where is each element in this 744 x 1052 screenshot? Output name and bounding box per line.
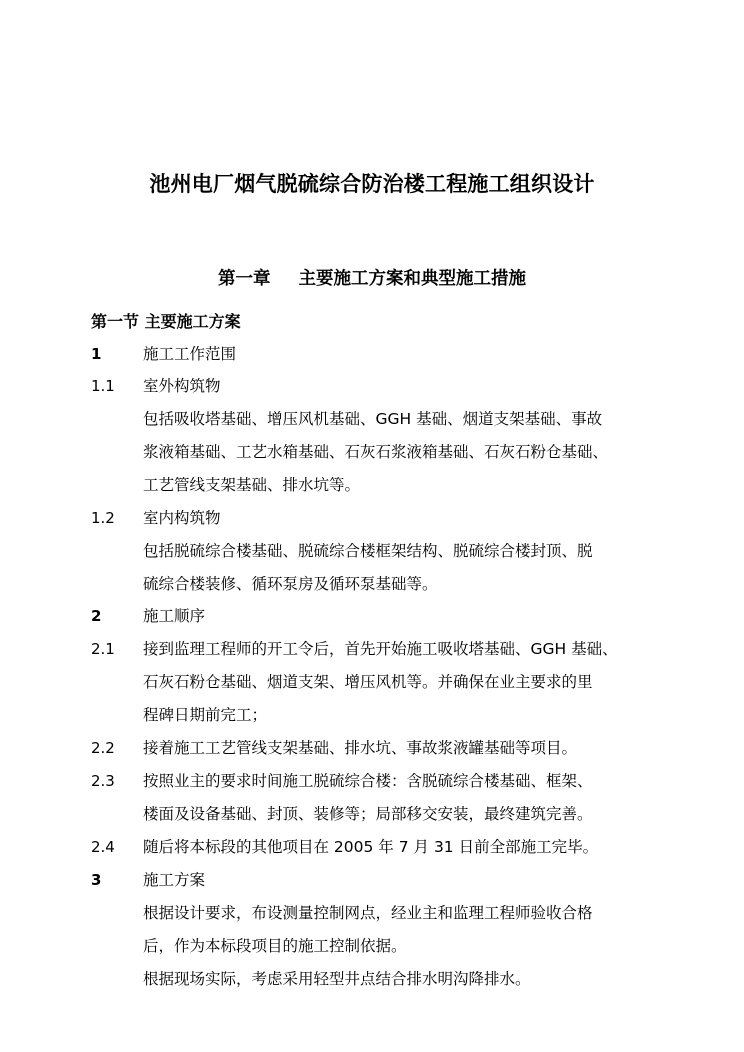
item-number: 2.1 <box>91 640 115 658</box>
item-number: 1.2 <box>91 509 115 527</box>
chapter-heading <box>0 265 744 290</box>
paragraph-line: 包括吸收塔基础、增压风机基础、GGH 基础、烟道支架基础、事故 <box>143 410 603 428</box>
paragraph-line: 接到监理工程师的开工令后，首先开始施工吸收塔基础、GGH 基础、 <box>143 640 618 658</box>
paragraph-line: 硫综合楼装修、循环泵房及循环泵基础等。 <box>143 575 438 593</box>
item-number: 3 <box>91 871 102 889</box>
item-heading: 施工工作范围 <box>143 345 237 363</box>
item-number: 2.4 <box>91 838 115 856</box>
item-number: 2.2 <box>91 739 115 757</box>
paragraph-line: 工艺管线支架基础、排水坑等。 <box>143 476 361 494</box>
paragraph-line: 按照业主的要求时间施工脱硫综合楼：含脱硫综合楼基础、框架、 <box>143 772 593 790</box>
chapter-title: 主要施工方案和典型施工措施 <box>298 269 526 289</box>
item-number: 1.1 <box>91 377 115 395</box>
paragraph-line: 接着施工工艺管线支架基础、排水坑、事故浆液罐基础等项目。 <box>143 739 578 757</box>
paragraph-line: 根据现场实际，考虑采用轻型井点结合排水明沟降排水。 <box>143 970 531 988</box>
section-heading: 第一节 主要施工方案 <box>91 312 241 331</box>
paragraph-line: 包括脱硫综合楼基础、脱硫综合楼框架结构、脱硫综合楼封顶、脱 <box>143 542 593 560</box>
item-heading: 室内构筑物 <box>143 509 221 527</box>
paragraph-line: 程碑日期前完工； <box>143 706 268 724</box>
paragraph-line: 随后将本标段的其他项目在 2005 年 7 月 31 日前全部施工完毕。 <box>143 838 599 856</box>
item-number: 1 <box>91 345 102 363</box>
paragraph-line: 后，作为本标段项目的施工控制依据。 <box>143 937 407 955</box>
item-number: 2.3 <box>91 772 115 790</box>
item-heading: 施工方案 <box>143 871 206 889</box>
item-heading: 室外构筑物 <box>143 377 221 395</box>
item-heading: 施工顺序 <box>143 607 206 625</box>
paragraph-line: 楼面及设备基础、封顶、装修等；局部移交安装，最终建筑完善。 <box>143 805 593 823</box>
document-title: 池州电厂烟气脱硫综合防治楼工程施工组织设计 <box>149 172 595 196</box>
paragraph-line: 根据设计要求，布设测量控制网点，经业主和监理工程师验收合格 <box>143 904 593 922</box>
item-number: 2 <box>91 607 102 625</box>
paragraph-line: 浆液箱基础、工艺水箱基础、石灰石浆液箱基础、石灰石粉仓基础、 <box>143 443 609 461</box>
paragraph-line: 石灰石粉仓基础、烟道支架、增压风机等。并确保在业主要求的里 <box>143 673 593 691</box>
chapter-label: 第一章 <box>218 269 271 289</box>
